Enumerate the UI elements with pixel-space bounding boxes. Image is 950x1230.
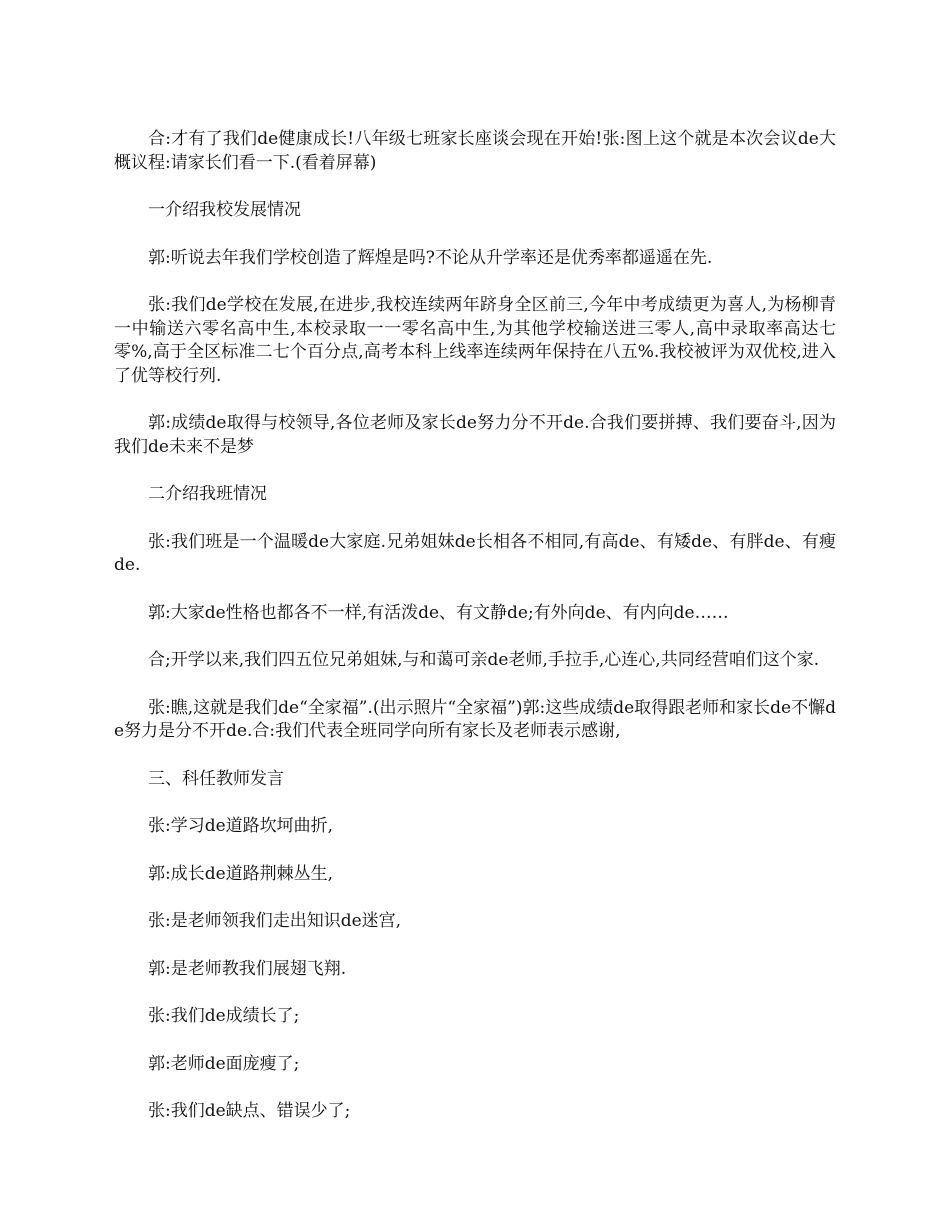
paragraph: 张:学习de道路坎坷曲折,: [148, 816, 334, 836]
paragraph: 郭:成长de道路荆棘丛生,: [148, 863, 334, 884]
paragraph: 张:我们de学校在发展,在进步,我校连续两年跻身全区前三,今年中考成绩更为喜人,为杨柳青一中输送六零名高中生,本校录取一一零名高中生,为其他学校输送进三零人,高中录取率高达七零%,高于全区标准二七个百分点,高考本科上线率连续两年保持在八五%.我校被评为双优校,进入了优等校行列.: [114, 295, 836, 386]
paragraph: 张:瞧,这就是我们de“全家福”.(出示照片“全家福”)郭:这些成绩de取得跟老师和家长de不懈de努力是分不开de.合:我们代表全班同学向所有家长及老师表示感谢,: [114, 697, 837, 741]
section-heading-school: 一介绍我校发展情况: [148, 200, 301, 220]
paragraph: 郭:听说去年我们学校创造了辉煌是吗?不论从升学率还是优秀率都遥遥在先.: [148, 247, 713, 268]
paragraph: 张:我们de成绩长了;: [148, 1006, 300, 1026]
document-body: [114, 128, 836, 1148]
paragraph: 郭:成绩de取得与校领导,各位老师及家长de努力分不开de.合我们要拼搏、我们要奋斗,因为我们de未来不是梦: [114, 413, 836, 457]
section-heading-teachers: 三、科任教师发言: [148, 768, 284, 789]
paragraph-opening: 合:才有了我们de健康成长!八年级七班家长座谈会现在开始!张:图上这个就是本次会议de大概议程:请家长们看一下.(看着屏幕): [114, 129, 836, 173]
section-heading-class: 二介绍我班情况: [148, 484, 267, 504]
paragraph: 郭:是老师教我们展翅飞翔.: [148, 958, 347, 979]
paragraph: 郭:大家de性格也都各不一样,有活泼de、有文静de;有外向de、有内向de……: [148, 602, 729, 623]
paragraph: 张:是老师领我们走出知识de迷宫,: [148, 911, 402, 931]
paragraph: 张:我们班是一个温暖de大家庭.兄弟姐妹de长相各不相同,有高de、有矮de、有胖de、有瘦de.: [114, 531, 836, 575]
paragraph: 张:我们de缺点、错误少了;: [148, 1101, 351, 1121]
paragraph: 郭:老师de面庞瘦了;: [148, 1053, 300, 1074]
paragraph: 合;开学以来,我们四五位兄弟姐妹,与和蔼可亲de老师,手拉手,心连心,共同经营咱们这个家.: [148, 650, 820, 670]
